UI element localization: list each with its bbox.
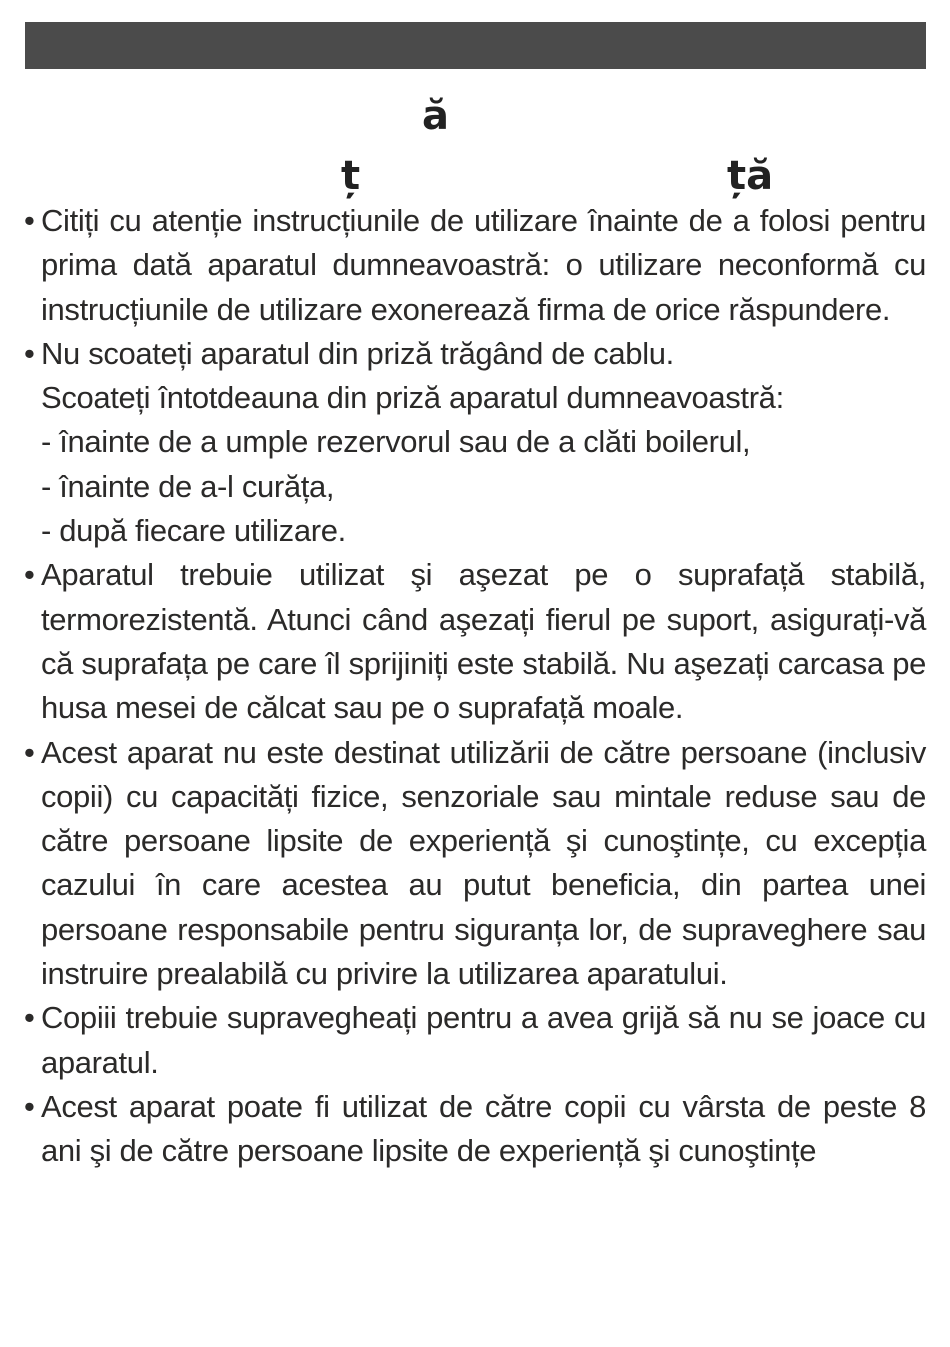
instruction-text: Citiți cu atenție instrucțiunile de utilizare înainte de a folosi pentru prima dată aparatul dumneavoastră: o utilizare neconformă cu instrucțiunile de utilizare exonerează firma de orice răspundere.	[41, 203, 926, 327]
instruction-text: Nu scoateți aparatul din priză trăgând de cablu.	[41, 335, 674, 371]
instruction-text: Acest aparat nu este destinat utilizării de către persoane (inclusiv copii) cu capacități fizice, senzoriale sau mintale reduse sau de către persoane lipsite de experiență şi cunoştințe, cu excepția cazului în care acestea au putut beneficia, din partea unei persoane responsabile pentru siguranța lor, de supraveghere sau instruire prealabilă cu privire la utilizarea aparatului.	[41, 734, 926, 992]
bullet-icon: •	[24, 335, 35, 371]
bullet-icon: •	[24, 557, 35, 593]
instruction-subline: - înainte de a-l curăța,	[41, 468, 335, 504]
list-item	[24, 996, 926, 1085]
list-item	[24, 553, 926, 730]
bullet-icon: •	[24, 1088, 35, 1124]
list-item	[24, 1085, 926, 1174]
instruction-subline: - după fiecare utilizare.	[41, 513, 346, 549]
list-item	[24, 731, 926, 997]
heading-glyph-1: ă	[422, 93, 449, 139]
instruction-text: Acest aparat poate fi utilizat de către copii cu vârsta de peste 8 ani şi de către persoane lipsite de experiență şi cunoştințe	[41, 1088, 926, 1169]
header-bar	[25, 22, 926, 69]
bullet-icon: •	[24, 734, 35, 770]
heading-glyph-2: ț	[341, 153, 361, 199]
instruction-subline: - înainte de a umple rezervorul sau de a clăti boilerul,	[41, 424, 751, 460]
bullet-icon: •	[24, 1000, 35, 1036]
safety-instructions-list	[24, 199, 926, 1174]
bullet-icon: •	[24, 203, 35, 238]
instruction-subline: Scoateți întotdeauna din priză aparatul dumneavoastră:	[41, 380, 784, 416]
instruction-text: Aparatul trebuie utilizat şi aşezat pe o suprafață stabilă, termorezistentă. Atunci când aşezați fierul pe suport, asigurați-vă că suprafața pe care îl sprijiniți este stabilă. Nu aşezați carcasa pe husa mesei de călcat sau pe o suprafață moale.	[41, 557, 926, 726]
instruction-text: Copiii trebuie supravegheați pentru a avea grijă să nu se joace cu aparatul.	[41, 1000, 926, 1080]
list-item	[24, 332, 926, 553]
heading-glyph-3: ță	[727, 153, 774, 199]
list-item	[24, 199, 926, 332]
